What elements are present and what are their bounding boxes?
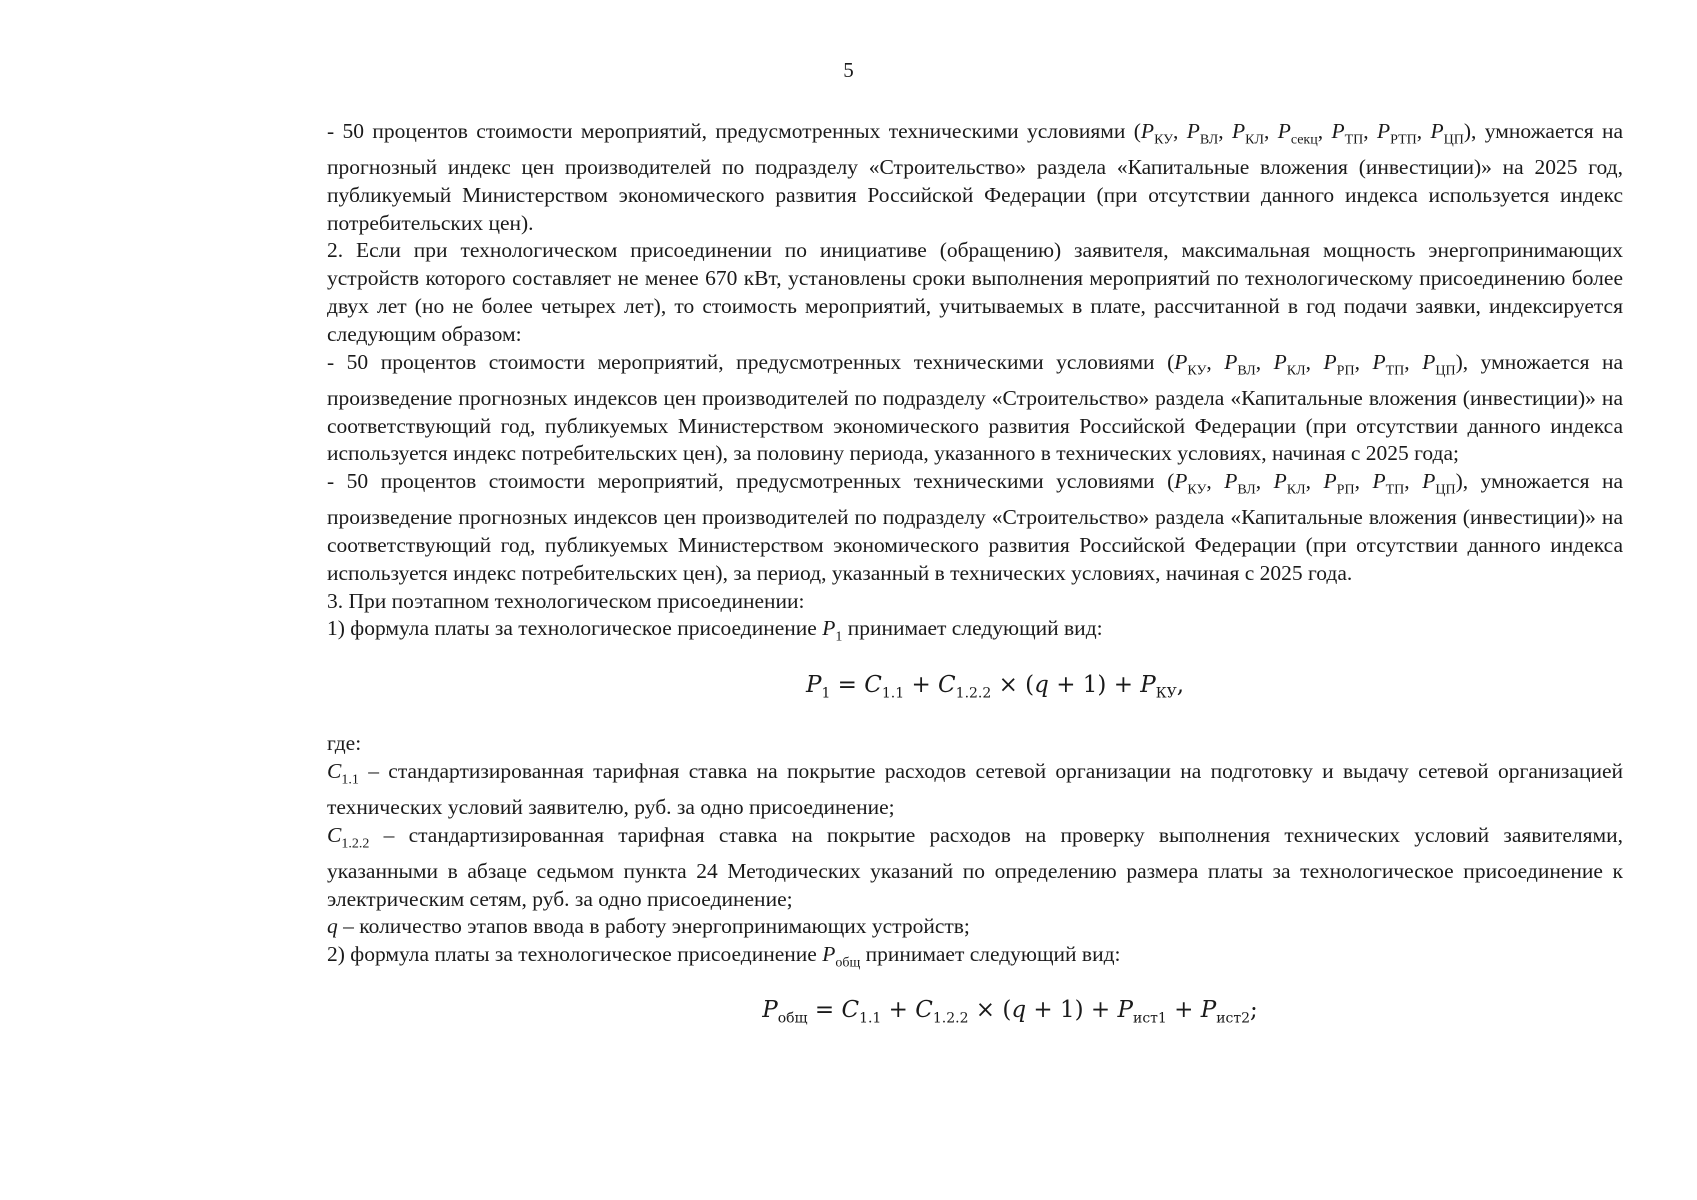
- subscript: ист1: [1132, 1010, 1167, 1027]
- symbol: P: [805, 671, 822, 698]
- text: – стандартизированная тарифная ставка на покрытие расходов на проверку выполнения технических условий заявителями, указанными в абзаце седьмом пункта 24 Методических указаний по определению размера платы за технологическое присоединение к электрическим сетям, руб. за одно присоединение;: [327, 822, 1623, 911]
- document-body: [327, 118, 1623, 1034]
- symbol: P: [1224, 349, 1238, 374]
- symbol: C: [864, 671, 882, 698]
- sep: ,: [1218, 119, 1232, 143]
- symbol: P: [1422, 349, 1436, 374]
- operator: +: [881, 997, 916, 1024]
- subscript: ВЛ: [1199, 132, 1219, 148]
- symbol: P: [1372, 349, 1386, 374]
- symbol: P: [1174, 349, 1188, 374]
- symbol: C: [915, 997, 933, 1024]
- symbol: P: [1372, 469, 1386, 494]
- text: - 50 процентов стоимости мероприятий, предусмотренных техническими условиями (: [327, 349, 1175, 374]
- text: ), умножается на произведение прогнозных индексов цен производителей по подразделу «Строительство» раздела «Капитальные вложения (инвестиции)» на соответствующий год, публикуемых Министерством экономического развития Российской Федерации (при отсутствии данного индекса используется индекс потребительских цен), за половину периода, указанного в технических условиях, начиная с 2025 года;: [327, 349, 1624, 466]
- symbol: C: [327, 758, 342, 783]
- text: ), умножается на прогнозный индекс цен производителей по подразделу «Строительство» раздела «Капитальные вложения (инвестиции)» на 2025 год, публикуемый Министерством экономического развития Российской Федерации (при отсутствии данного индекса используется индекс потребительских цен).: [327, 119, 1624, 235]
- text: 1) формула платы за технологическое присоединение: [327, 616, 823, 641]
- operator: × (: [968, 997, 1012, 1024]
- symbol: P: [1200, 997, 1217, 1024]
- operator: ,: [1176, 671, 1185, 698]
- subscript: ЦП: [1435, 362, 1456, 378]
- definition-c11: [327, 758, 1623, 822]
- subscript: КУ: [1187, 362, 1207, 378]
- symbol: P: [762, 997, 778, 1024]
- symbol: C: [327, 822, 342, 847]
- text: - 50 процентов стоимости мероприятий, предусмотренных техническими условиями (: [327, 469, 1175, 494]
- paragraph-2: 2. Если при технологическом присоединении по инициативе (обращению) заявителя, максимальная мощность энергопринимающих устройств которого составляет не менее 670 кВт, установлены сроки выполнения мероприятий по технологическому присоединению более двух лет (но не более четырех лет), то стоимость мероприятий, учитываемых в плате, рассчитанной в год подачи заявки, индексируется следующим образом:: [327, 238, 1623, 346]
- symbol: P: [1224, 469, 1238, 494]
- definition-c122: [327, 822, 1623, 914]
- paragraph-4: [327, 468, 1623, 587]
- sep: ,: [1305, 349, 1324, 374]
- symbol: q: [327, 914, 338, 939]
- operator: =: [807, 997, 842, 1024]
- subscript: РП: [1336, 482, 1355, 498]
- paragraph-1: [327, 118, 1623, 237]
- symbol: P: [822, 616, 836, 641]
- where-label: где:: [327, 730, 362, 755]
- symbol: C: [938, 671, 956, 698]
- formula-p-obshch: [327, 997, 1623, 1033]
- sep: ,: [1404, 469, 1423, 494]
- symbol: P: [1422, 469, 1436, 494]
- symbol: P: [1174, 469, 1188, 494]
- sep: ,: [1173, 119, 1187, 143]
- text: ), умножается на произведение прогнозных индексов цен производителей по подразделу «Строительство» раздела «Капитальные вложения (инвестиции)» на соответствующий год, публикуемых Министерством экономического развития Российской Федерации (при отсутствии данного индекса используется индекс потребительских цен), за период, указанный в технических условиях, начиная с 2025 года.: [327, 469, 1624, 585]
- symbol: P: [1277, 119, 1291, 143]
- subscript: ТП: [1344, 132, 1364, 148]
- operator: +: [904, 671, 939, 698]
- symbol: P: [1140, 119, 1155, 143]
- operator: +: [1166, 997, 1201, 1024]
- text: 2) формула платы за технологическое присоединение: [327, 942, 823, 967]
- subscript: 1.1: [859, 1010, 882, 1027]
- sep: ,: [1206, 469, 1225, 494]
- sep: ,: [1317, 119, 1332, 143]
- definition-q: [327, 913, 1623, 941]
- subscript: 1: [835, 629, 843, 645]
- subscript: общ: [835, 955, 861, 971]
- sep: ,: [1255, 349, 1274, 374]
- subscript: ЦП: [1435, 482, 1456, 498]
- subscript: ТП: [1385, 482, 1405, 498]
- sep: ,: [1354, 469, 1373, 494]
- operator: × (: [991, 671, 1035, 698]
- subscript: КЛ: [1245, 132, 1264, 148]
- text: - 50 процентов стоимости мероприятий, предусмотренных техническими условиями (: [327, 119, 1141, 143]
- symbol: P: [1377, 119, 1391, 143]
- symbol: P: [1117, 997, 1133, 1024]
- symbol: q: [1011, 997, 1027, 1024]
- subscript: КЛ: [1286, 362, 1306, 378]
- paragraph-3: [327, 349, 1623, 468]
- subscript: КУ: [1154, 132, 1174, 148]
- symbol: P: [1231, 119, 1246, 143]
- operator: + 1) +: [1048, 671, 1141, 698]
- sep: ,: [1404, 349, 1423, 374]
- subscript: 1.1: [341, 772, 359, 788]
- sep: ,: [1416, 119, 1431, 143]
- subscript: ВЛ: [1237, 362, 1256, 378]
- subscript: 1.1: [881, 685, 905, 702]
- operator: =: [830, 671, 865, 698]
- text: – количество этапов ввода в работу энергопринимающих устройств;: [337, 914, 970, 939]
- formula-p1: [327, 672, 1623, 708]
- subscript: общ: [777, 1010, 808, 1027]
- subscript: ист2: [1216, 1010, 1251, 1027]
- paragraph-5: 3. При поэтапном технологическом присоединении:: [327, 588, 805, 613]
- symbol: P: [1140, 671, 1156, 698]
- operator: + 1) +: [1026, 997, 1118, 1024]
- symbol: P: [1323, 349, 1337, 374]
- symbol: P: [1273, 349, 1287, 374]
- subscript: КУ: [1187, 482, 1207, 498]
- symbol: P: [1323, 469, 1337, 494]
- subscript: 1.2.2: [341, 835, 370, 851]
- subscript: 1.2.2: [955, 685, 992, 702]
- subscript: РТП: [1390, 132, 1417, 148]
- subscript: ВЛ: [1237, 482, 1256, 498]
- subscript: КЛ: [1286, 482, 1306, 498]
- subscript: 1.2.2: [932, 1010, 969, 1027]
- subscript: РП: [1336, 362, 1355, 378]
- sep: ,: [1354, 349, 1373, 374]
- symbol: P: [1273, 469, 1287, 494]
- symbol: P: [822, 942, 836, 967]
- subscript: ЦП: [1443, 132, 1464, 148]
- symbol: P: [1430, 119, 1444, 143]
- sep: ,: [1263, 119, 1278, 143]
- symbol: P: [1331, 119, 1345, 143]
- sep: ,: [1363, 119, 1378, 143]
- page-number: 5: [843, 58, 854, 82]
- paragraph-7: [327, 941, 1623, 977]
- symbol: q: [1034, 671, 1049, 698]
- text: принимает следующий вид:: [860, 942, 1121, 967]
- text: – стандартизированная тарифная ставка на покрытие расходов сетевой организации на подготовку и выдачу сетевой организацией технических условий заявителю, руб. за одно присоединение;: [327, 758, 1623, 819]
- subscript: КУ: [1155, 685, 1177, 702]
- symbol: P: [1186, 119, 1200, 143]
- subscript: 1: [821, 685, 831, 702]
- symbol: C: [841, 997, 860, 1024]
- subscript: секц: [1290, 132, 1318, 148]
- sep: ,: [1305, 469, 1324, 494]
- paragraph-6: [327, 615, 1623, 651]
- sep: ,: [1255, 469, 1274, 494]
- operator: ;: [1250, 997, 1258, 1024]
- text: принимает следующий вид:: [842, 616, 1103, 641]
- sep: ,: [1206, 349, 1225, 374]
- subscript: ТП: [1385, 362, 1405, 378]
